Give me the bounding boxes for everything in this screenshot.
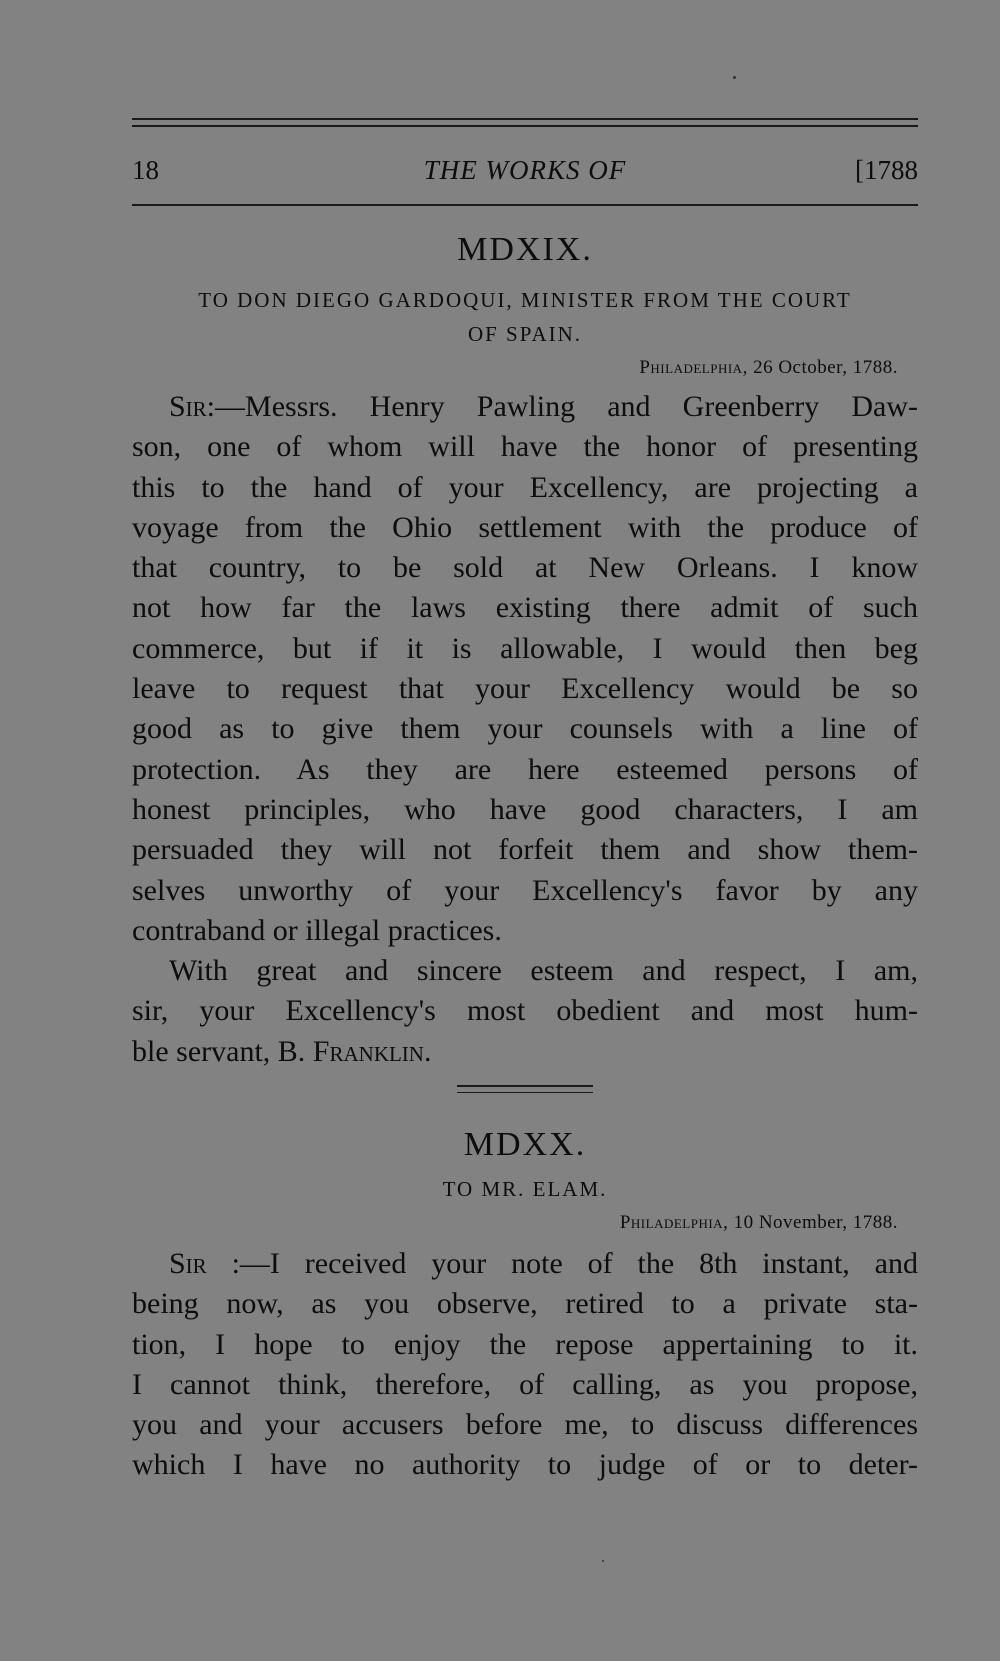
text-line: protection. As they are here esteemed persons of xyxy=(132,752,918,786)
running-title: THE WORKS OF xyxy=(423,155,627,185)
addressee-line: OF SPAIN. xyxy=(467,322,583,346)
salutation: Sir: xyxy=(169,390,216,423)
letter-place-date xyxy=(620,1212,898,1234)
text-line: contraband or illegal practices. xyxy=(132,913,502,947)
text-line: I cannot think, therefore, of calling, as you propose, xyxy=(132,1367,918,1401)
closing-line xyxy=(132,1032,918,1072)
text-line: you and your accusers before me, to discuss differences xyxy=(132,1408,918,1442)
page-speck xyxy=(602,1560,604,1562)
letter-place-date xyxy=(639,357,898,379)
text-line: being now, as you observe, retired to a private sta- xyxy=(132,1287,918,1321)
letter-place: Philadelphia, xyxy=(639,357,748,378)
letter-date: 26 October, 1788. xyxy=(753,357,898,378)
text-line: voyage from the Ohio settlement with the produce of xyxy=(132,510,918,544)
text-line: honest principles, who have good characters, I am xyxy=(132,792,918,826)
letter-body xyxy=(132,387,918,1072)
header-rule-top xyxy=(132,118,918,120)
letter-body xyxy=(132,1244,918,1486)
letter-date: 10 November, 1788. xyxy=(733,1212,898,1233)
text-line: commerce, but if it is allowable, I would then beg xyxy=(132,631,918,665)
text-line: selves unworthy of your Excellency's favor by any xyxy=(132,873,918,907)
closing-text: ble servant, xyxy=(132,1034,271,1068)
line-text: —I received your note of the 8th instant, and xyxy=(239,1247,918,1280)
text-line: that country, to be sold at New Orleans. I know xyxy=(132,551,918,585)
line-text: —Messrs. Henry Pawling and Greenberry Daw- xyxy=(215,390,918,423)
running-year: [1788 xyxy=(855,155,918,185)
header-rule-bottom xyxy=(132,204,918,206)
header-rule-top-second xyxy=(132,125,918,127)
letter-place: Philadelphia, xyxy=(619,1212,729,1233)
text-line: which I have no authority to judge of or to deter- xyxy=(132,1448,918,1482)
running-header xyxy=(132,150,918,190)
letter-number: MDXIX. xyxy=(457,231,593,268)
addressee-line: TO DON DIEGO GARDOQUI, MINISTER FROM THE COURT xyxy=(198,288,852,312)
text-line: good as to give them your counsels with a line of xyxy=(132,712,918,746)
letter-number: MDXX. xyxy=(463,1126,587,1163)
letter-addressee xyxy=(132,283,918,351)
salutation: Sir : xyxy=(169,1247,240,1280)
text-line xyxy=(132,387,918,427)
text-line: leave to request that your Excellency would be so xyxy=(132,672,918,706)
letter-addressee: TO MR. ELAM. xyxy=(442,1177,608,1201)
text-line: tion, I hope to enjoy the repose appertaining to it. xyxy=(132,1327,918,1361)
text-line: this to the hand of your Excellency, are projecting a xyxy=(132,470,918,504)
page-number: 18 xyxy=(132,155,159,185)
section-divider xyxy=(457,1092,593,1093)
page-speck xyxy=(733,76,736,79)
text-line: sir, your Excellency's most obedient and most hum- xyxy=(132,994,918,1028)
text-line xyxy=(132,1244,918,1284)
signature: B. Franklin. xyxy=(277,1034,432,1068)
text-line: son, one of whom will have the honor of presenting xyxy=(132,430,918,464)
text-line: not how far the laws existing there admit of such xyxy=(132,591,918,625)
text-line: persuaded they will not forfeit them and show them- xyxy=(132,833,918,867)
text-line: With great and sincere esteem and respect, I am, xyxy=(169,954,918,988)
section-divider xyxy=(457,1085,593,1087)
